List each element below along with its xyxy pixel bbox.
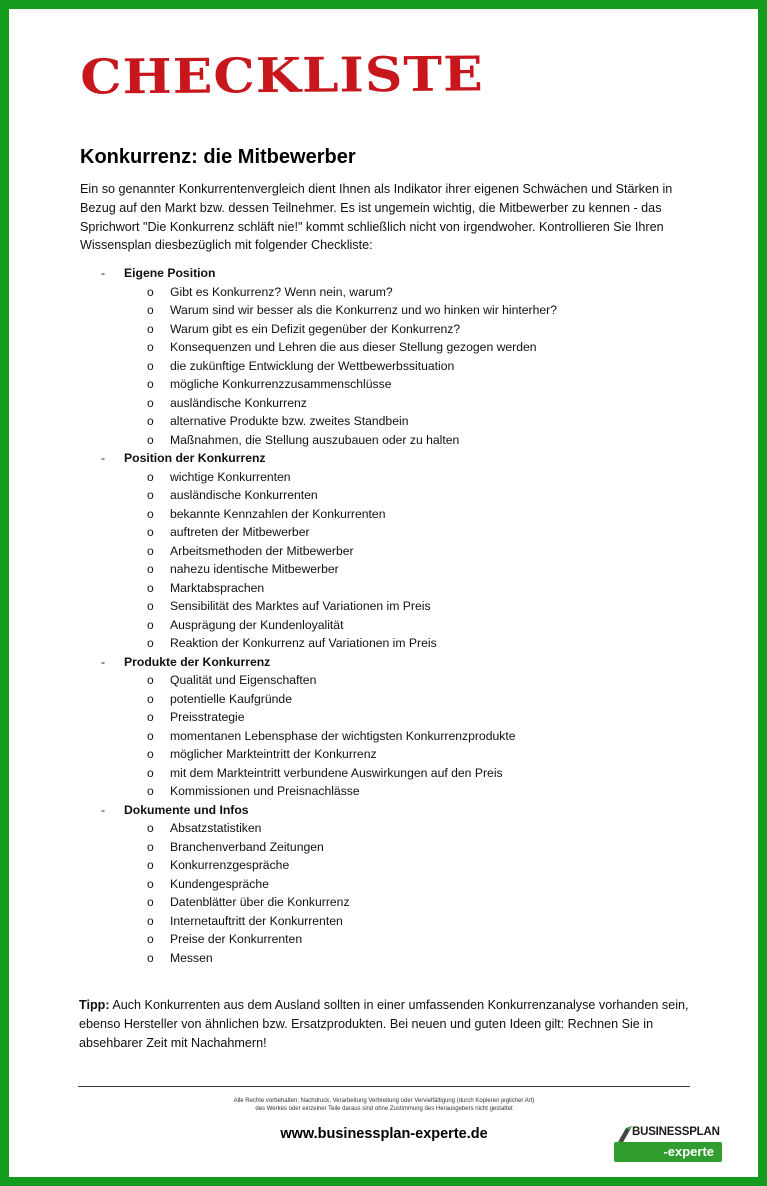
checklist-item xyxy=(80,708,700,727)
tip-label: Tipp: xyxy=(79,998,110,1012)
circle-bullet-icon: o xyxy=(147,876,154,891)
checklist-item xyxy=(80,338,700,357)
checklist-item xyxy=(80,856,700,875)
checklist-item-text: Konsequenzen und Lehren die aus dieser Stellung gezogen werden xyxy=(170,340,537,354)
footer-rights xyxy=(150,1098,618,1113)
checklist-item xyxy=(80,634,700,653)
checklist-item-text: auftreten der Mitbewerber xyxy=(170,525,310,539)
circle-bullet-icon: o xyxy=(147,839,154,854)
checklist-item-text: Gibt es Konkurrenz? Wenn nein, warum? xyxy=(170,284,393,299)
circle-bullet-icon: o xyxy=(147,895,154,909)
checklist-item xyxy=(80,727,700,746)
checklist-item-text: möglicher Markteintritt der Konkurrenz xyxy=(170,747,377,761)
checklist-item-text: wichtige Konkurrenten xyxy=(170,469,291,484)
logo-green-bar xyxy=(614,1142,722,1162)
checklist-item xyxy=(80,431,700,450)
checklist-item xyxy=(80,523,700,542)
circle-bullet-icon: o xyxy=(147,821,154,835)
checklist-item-text: Qualität und Eigenschaften xyxy=(170,673,317,687)
dash-bullet: - xyxy=(101,654,106,669)
section-title: Produkte der Konkurrenz xyxy=(124,654,271,669)
checklist-item-text: Konkurrenzgespräche xyxy=(170,858,290,872)
section-heading xyxy=(80,264,700,283)
circle-bullet-icon: o xyxy=(147,377,154,391)
logo-wordmark-bottom: -experte xyxy=(663,1144,714,1159)
circle-bullet-icon: o xyxy=(147,543,154,558)
section-heading xyxy=(80,801,700,820)
checklist-item xyxy=(80,468,700,487)
checklist-item xyxy=(80,745,700,764)
checklist-item xyxy=(80,597,700,616)
checklist-item-text: Marktabsprachen xyxy=(170,580,265,595)
checklist-item xyxy=(80,412,700,431)
checklist-item xyxy=(80,301,700,320)
checklist-item-text: Ausprägung der Kundenloyalität xyxy=(170,617,344,632)
circle-bullet-icon: o xyxy=(147,858,154,872)
checklist-item-text: Reaktion der Konkurrenz auf Variationen im Preis xyxy=(170,636,437,650)
checklist-item xyxy=(80,764,700,783)
checklist-item-text: Messen xyxy=(170,950,213,965)
section-heading xyxy=(80,449,700,468)
checklist-item-text: ausländische Konkurrenten xyxy=(170,488,318,502)
circle-bullet-icon: o xyxy=(147,636,154,650)
checklist-sections xyxy=(80,264,700,967)
circle-bullet-icon: o xyxy=(147,728,154,743)
section-title: Eigene Position xyxy=(124,266,216,280)
dash-bullet: - xyxy=(101,451,106,465)
circle-bullet-icon: o xyxy=(147,691,154,706)
checklist-item xyxy=(80,486,700,505)
circle-bullet-icon: o xyxy=(147,414,154,428)
circle-bullet-icon: o xyxy=(147,395,154,410)
circle-bullet-icon: o xyxy=(147,617,154,632)
checklist-item-text: die zukünftige Entwicklung der Wettbewerbssituation xyxy=(170,358,455,373)
checklist-item-text: mit dem Markteintritt verbundene Auswirkungen auf den Preis xyxy=(170,765,503,780)
checklist-item xyxy=(80,542,700,561)
checklist-item-text: momentanen Lebensphase der wichtigsten Konkurrenzprodukte xyxy=(170,728,516,743)
page-heading: Konkurrenz: die Mitbewerber xyxy=(80,146,356,168)
checklist-item xyxy=(80,560,700,579)
circle-bullet-icon: o xyxy=(147,932,154,946)
circle-bullet-icon: o xyxy=(147,562,154,576)
circle-bullet-icon: o xyxy=(147,599,154,613)
circle-bullet-icon: o xyxy=(147,432,154,447)
circle-bullet-icon: o xyxy=(147,525,154,539)
checklist-item-text: Branchenverband Zeitungen xyxy=(170,839,324,854)
checklist-item xyxy=(80,320,700,339)
circle-bullet-icon: o xyxy=(147,710,154,724)
checklist-item xyxy=(80,616,700,635)
checklist-item xyxy=(80,357,700,376)
circle-bullet-icon: o xyxy=(147,488,154,502)
checklist-title: CHECKLISTE xyxy=(79,46,484,106)
circle-bullet-icon: o xyxy=(147,580,154,595)
circle-bullet-icon: o xyxy=(147,913,154,928)
circle-bullet-icon: o xyxy=(147,284,154,299)
checklist-item xyxy=(80,949,700,968)
checklist-item xyxy=(80,671,700,690)
checklist-item xyxy=(80,394,700,413)
footer-divider xyxy=(78,1086,690,1087)
checklist-item-text: alternative Produkte bzw. zweites Standbein xyxy=(170,414,409,428)
circle-bullet-icon: o xyxy=(147,784,154,798)
circle-bullet-icon: o xyxy=(147,747,154,761)
circle-bullet-icon: o xyxy=(147,321,154,336)
checklist-item-text: Absatzstatistiken xyxy=(170,821,262,835)
checklist-item xyxy=(80,283,700,302)
checklist-item xyxy=(80,875,700,894)
circle-bullet-icon: o xyxy=(147,673,154,687)
checklist-item-text: bekannte Kennzahlen der Konkurrenten xyxy=(170,506,386,521)
footer-rights-line-1: Alle Rechte vorbehalten; Nachdruck, Verarbeitung Verbreitung oder Vervielfältigung (durch Kopieren jeglicher Art) xyxy=(233,1098,535,1104)
checklist-item-text: Sensibilität des Marktes auf Variationen im Preis xyxy=(170,599,431,613)
footer-rights-line-2: des Werkes oder einzelner Teile daraus sind ohne Zustimmung des Herausgebers nicht gestattet xyxy=(255,1105,513,1112)
section-title: Position der Konkurrenz xyxy=(124,451,266,465)
checklist-item-text: Kommissionen und Preisnachlässe xyxy=(170,784,360,798)
tip-paragraph xyxy=(79,996,691,1052)
checklist-item-text: Preise der Konkurrenten xyxy=(170,932,303,946)
checklist-item-text: Warum gibt es ein Defizit gegenüber der Konkurrenz? xyxy=(170,321,461,336)
circle-bullet-icon: o xyxy=(147,506,154,521)
circle-bullet-icon: o xyxy=(147,469,154,484)
checklist-item xyxy=(80,930,700,949)
checklist-item-text: ausländische Konkurrenz xyxy=(170,395,307,410)
intro-paragraph: Ein so genannter Konkurrentenvergleich dient Ihnen als Indikator ihrer eigenen Schwächen und Stärken in Bezug auf den Markt bzw. dessen Teilnehmer. Es ist ungemein wichtig, die Mitbewerber zu kennen - das Sprichwort "Die Konkurrenz schläft nie!" kommt schließlich nicht von irgendwoher. Kontrollieren Sie Ihren Wissensplan diesbezüglich mit folgender Checkliste: xyxy=(80,182,673,253)
checklist-item xyxy=(80,375,700,394)
checklist-item-text: Internetauftritt der Konkurrenten xyxy=(170,913,343,928)
checklist-item-text: Warum sind wir besser als die Konkurrenz und wo hinken wir hinterher? xyxy=(170,303,558,317)
checklist-item-text: mögliche Konkurrenzzusammenschlüsse xyxy=(170,377,392,391)
checklist-item-text: Preisstrategie xyxy=(170,710,245,724)
checklist-item xyxy=(80,782,700,801)
circle-bullet-icon: o xyxy=(147,340,154,354)
checklist-item xyxy=(80,505,700,524)
checklist-item-text: Maßnahmen, die Stellung auszubauen oder zu halten xyxy=(170,432,460,447)
tip-text: Auch Konkurrenten aus dem Ausland sollten in einer umfassenden Konkurrenzanalyse vorhanden sein, ebenso Hersteller von ähnlichen bzw. Ersatzprodukten. Bei neuen und guten Ideen gilt: Rechnen Sie in absehbarer Zeit mit Nachahmern! xyxy=(79,998,689,1050)
footer-url-link[interactable]: www.businessplan-experte.de xyxy=(280,1126,488,1142)
section-title: Dokumente und Infos xyxy=(124,802,249,817)
checklist-item xyxy=(80,893,700,912)
checklist-item xyxy=(80,579,700,598)
dash-bullet: - xyxy=(101,802,106,817)
checklist-item xyxy=(80,819,700,838)
circle-bullet-icon: o xyxy=(147,303,154,317)
checklist-item xyxy=(80,912,700,931)
dash-bullet: - xyxy=(101,266,106,280)
checklist-item xyxy=(80,838,700,857)
checklist-item-text: Arbeitsmethoden der Mitbewerber xyxy=(170,543,354,558)
checklist-item-text: potentielle Kaufgründe xyxy=(170,691,292,706)
checklist-item-text: Datenblätter über die Konkurrenz xyxy=(170,895,350,909)
checklist-item xyxy=(80,690,700,709)
checklist-item-text: Kundengespräche xyxy=(170,876,269,891)
businessplan-logo xyxy=(612,1122,724,1166)
circle-bullet-icon: o xyxy=(147,765,154,780)
circle-bullet-icon: o xyxy=(147,358,154,373)
section-heading xyxy=(80,653,700,672)
circle-bullet-icon: o xyxy=(147,950,154,965)
logo-wordmark-top: BUSINESSPLAN xyxy=(632,1126,720,1138)
checklist-item-text: nahezu identische Mitbewerber xyxy=(170,562,339,576)
